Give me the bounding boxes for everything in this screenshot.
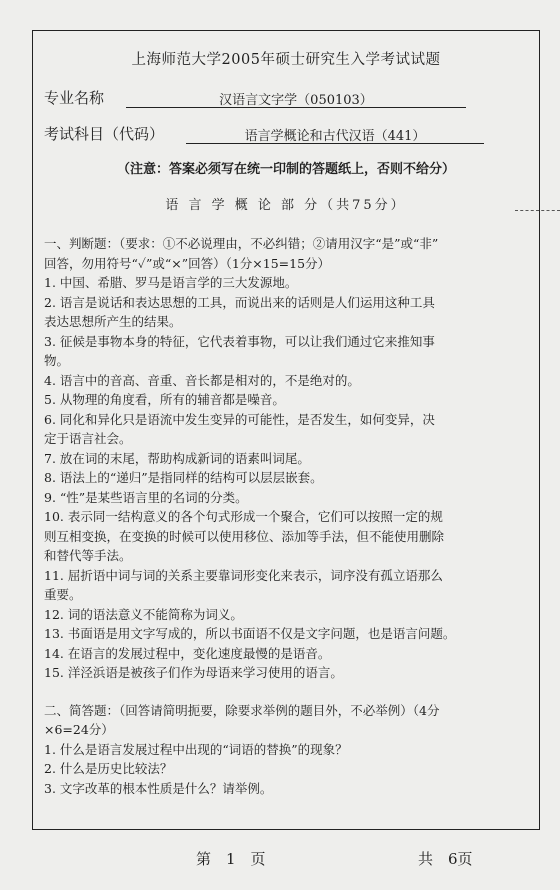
subject-value: 语言学概论和古代汉语（441）: [244, 129, 426, 144]
exam-notice: （注意：答案必须写在统一印制的答题纸上，否则不给分）: [116, 162, 455, 177]
short-answer-question: 3. 文字改革的根本性质是什么？请举例。: [44, 780, 273, 796]
part2-instruction-line: ×6=24分）: [44, 722, 114, 737]
part1-instruction-line: 回答，勿用符号“✓”或“×”回答）（1分×15=15分）: [44, 255, 331, 271]
judgment-question: 4. 语言中的音高、音重、音长都是相对的，不是绝对的。: [44, 372, 360, 388]
section-gap: [44, 683, 520, 701]
exam-title: 上海师范大学2005年硕士研究生入学考试试题: [131, 52, 441, 68]
judgment-question-cont: 定于语言社会。: [44, 431, 132, 446]
judgment-question: 2. 语言是说话和表达思想的工具，而说出来的话则是人们运用这种工具: [44, 294, 435, 310]
section-title: 语 言 学 概 论 部 分（共75分）: [165, 198, 407, 213]
judgment-question: 6. 同化和异化只是语流中发生变异的可能性，是否发生，如何变异，决: [44, 411, 435, 427]
judgment-question-cont: 和替代等手法。: [44, 548, 132, 563]
part1-instruction-line: 一、判断题：（要求：①不必说理由，不必纠错；②请用汉字“是”或“非”: [44, 236, 439, 251]
judgment-question: 9. “性”是某些语言里的名词的分类。: [44, 489, 248, 505]
judgment-question-cont: 则互相变换，在变换的时候可以使用移位、添加等手法，但不能使用删除: [44, 528, 445, 544]
judgment-question: 11. 屈折语中词与词的关系主要靠词形变化来表示，词序没有孤立语那么: [44, 567, 443, 583]
judgment-question: 7. 放在词的末尾，帮助构成新词的语素叫词尾。: [44, 450, 310, 466]
total-pages: 共 6页: [418, 850, 473, 868]
judgment-question-cont: 重要。: [44, 587, 82, 602]
judgment-question: 15. 洋泾浜语是被孩子们作为母语来学习使用的语言。: [44, 665, 343, 680]
judgment-question: 10. 表示同一结构意义的各个句式形成一个聚合，它们可以按照一定的规: [44, 509, 443, 524]
part2-instruction-line: 二、简答题：（回答请简明扼要，除要求举例的题目外，不必举例）（4分: [44, 702, 440, 718]
subject-label: 考试科目（代码）: [44, 125, 165, 143]
major-value: 汉语言文字学（050103）: [219, 93, 373, 108]
major-underline: [126, 107, 466, 108]
judgment-question-cont: 表达思想所产生的结果。: [44, 314, 182, 329]
question-content: [44, 234, 520, 798]
judgment-question: 5. 从物理的角度看，所有的辅音都是噪音。: [44, 392, 285, 407]
short-answer-question: 1. 什么是语言发展过程中出现的“词语的替换”的现象？: [44, 741, 348, 757]
judgment-question-cont: 物。: [44, 353, 70, 368]
judgment-question: 3. 征候是事物本身的特征，它代表着事物，可以让我们通过它来推知事: [44, 333, 435, 349]
major-label: 专业名称: [44, 89, 105, 107]
judgment-question: 8. 语法上的“递归”是指同样的结构可以层层嵌套。: [44, 470, 323, 485]
judgment-question: 13. 书面语是用文字写成的，所以书面语不仅是文字问题，也是语言问题。: [44, 626, 456, 641]
margin-dashed-line: [515, 210, 560, 211]
judgment-question: 14. 在语言的发展过程中，变化速度最慢的是语音。: [44, 645, 331, 661]
subject-underline: [186, 143, 484, 144]
short-answer-question: 2. 什么是历史比较法？: [44, 761, 173, 776]
judgment-question: 1. 中国、希腊、罗马是语言学的三大发源地。: [44, 275, 298, 290]
page-number: 第 1 页: [196, 850, 266, 868]
judgment-question: 12. 词的语法意义不能简称为词义。: [44, 606, 243, 622]
